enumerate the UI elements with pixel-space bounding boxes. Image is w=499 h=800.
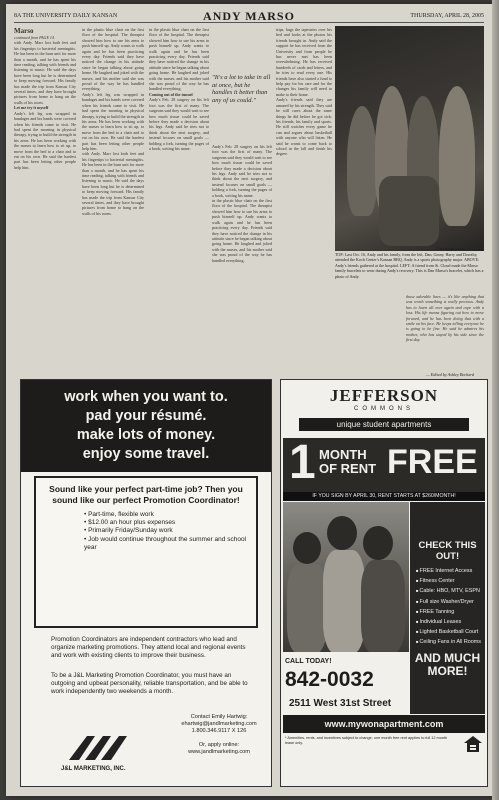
- section-subhead: Let me try it myself: [14, 105, 49, 111]
- list-item: • $12.00 an hour plus expenses: [84, 519, 248, 527]
- list-item: ■ FREE Tanning: [416, 607, 485, 617]
- column-text: trips, hugs the tapestries over his bed and looks at the photos his friends brought in. Andy said the support he has received from the University and from people he has never met has been overwhelming. He has received hundreds of cards and letters, and he tries to read every one. His friends have also started a fund to help pay for his care and for the changes his family will need to make to their home.: [276, 27, 332, 97]
- column-text: Andy's friends said they are amazed by his strength. They said he still cares about the same things he did before he got sick: his friends, his family and sports. He still watches every game he can and argues about basketball with anyone who will listen. He said he wants to come back to school in the fall and finish his degree.: [276, 97, 332, 157]
- column-text: with Andy. Marr lost both feet and his fingertips to bacterial meningitis. He has been in the burn unit for more than a month, and he has spent his time reading, talking with friends and listening to music. He said the days have been long but he is determined to keep moving forward. His family has made the trip from Kansas City several times, and they have brought pictures from home to hang on the walls of his room.: [82, 151, 144, 216]
- column-text: those adorable lines — it's like anything that was worth something is really precious. Andy has to learn all over again and cope with a loss. His life means figuring out how to move forward, and he has been doing that with a smile on his face. He keeps telling everyone he is going to be fine. He said he admires his mother, who has stayed by his side since the first day.: [406, 294, 484, 343]
- column-title: ANDY MARSO: [203, 9, 295, 23]
- features-list: [416, 566, 485, 648]
- article-column-2: [82, 27, 144, 372]
- article-column-4: [276, 27, 332, 372]
- tagline: unique student apartments: [299, 418, 469, 431]
- photo-caption: TOP: Last Oct. 16, Andy and his family, from the left, Dan, Ginny, Harry and Dorothy, attended the Koch Center's Kansan BBQ. Andy is a sports photography major. ABOVE: Andy's friends gathered at the hospital. LEFT: A friend from St. Cloud made the Marso family bracelets to wear during Andy's recovery. This is Dan Marso's bracelet, which has a photo of Andy.: [335, 252, 484, 279]
- list-item: • Primarily Friday/Sunday work: [84, 527, 248, 535]
- edited-by: — Edited by Ashley Bechard: [426, 372, 474, 377]
- page-header: [14, 9, 484, 23]
- contact-info: [171, 714, 267, 756]
- column-text: Andy's left leg was wrapped in bandages and his hands were covered when his friends came to visit. He had spent the morning in physical therapy, trying to build the strength in his arms. He has been working with the nurses to learn how to sit up, to move from the bed to a chair and to eat on his own. He said the hardest part has been letting other people help him.: [14, 110, 76, 170]
- banner-number: 1: [289, 436, 316, 489]
- ad-headline-line: make lots of money.: [76, 427, 216, 443]
- features-heading: CHECK THIS OUT!: [418, 540, 477, 562]
- byline: Marso: [14, 27, 34, 35]
- ad-requirements: To be a J&L Marketing Promotion Coordinator, you must have an outgoing and upbeat personality, reliable transportation, and be able to work independently two weekends a month.: [51, 672, 248, 695]
- list-item: ■ Ceiling Fans in All Rooms: [416, 637, 485, 647]
- list-item: • Job would continue throughout the summer and school year: [84, 536, 248, 552]
- photo-credit: Contributed photo: [436, 247, 464, 251]
- call-today: CALL TODAY!: [285, 658, 332, 665]
- apply-online-link[interactable]: Or, apply online: www.jandlmarketing.com: [188, 741, 250, 755]
- section-subhead: Coming out of the tunnel: [149, 91, 193, 97]
- pull-quote: "It's a lot to take in all at once, but he handles it better than any of us could.": [212, 74, 271, 104]
- fine-print: * Amenities, rents, and incentives subject to change, one month free rent applies to full 12 month lease only.: [285, 736, 448, 745]
- article-column-5: [406, 294, 484, 370]
- much-more: AND MUCH MORE!: [414, 650, 481, 678]
- list-item: • Part-time, flexible work: [84, 511, 248, 519]
- jl-logo-icon: [65, 732, 135, 762]
- family-photo: [335, 26, 484, 251]
- column-text: in the plastic blue chair on the first floor of the hospital. The therapist showed him how to use his arms to push himself up. Andy wants to walk again and he has been practicing every day. Friends said they have noticed the change in his attitude since he began talking about going home. He laughed and joked with the nurses, and his mother said she was proud of the way he has handled everything.: [212, 198, 272, 263]
- newspaper-page: [6, 4, 492, 796]
- page-number-section: 8A THE UNIVERSITY DAILY KANSAN: [14, 13, 118, 19]
- ad-headline-line: work when you want to.: [64, 389, 228, 405]
- article-column-3: [149, 27, 209, 372]
- column-text: in the plastic blue chair on the first floor of the hospital. The therapist showed him how to use his arms to push himself up. Andy wants to walk again and he has been practicing every day. Friends said they have noticed the change in his attitude since he began talking about going home. He laughed and joked with the nurses, and his mother said she was proud of the way he has handled everything.: [82, 27, 144, 92]
- list-item: ■ Individual Leases: [416, 617, 485, 627]
- column-text: with Andy. Marr lost both feet and his fingertips to bacterial meningitis. He has been in the burn unit for more than a month, and he has spent his time reading, talking with friends and listening to music. He said the days have been long but he is determined to keep moving forward. His family has made the trip from Kansas City several times, and they have brought pictures from home to hang on the walls of his room.: [14, 40, 76, 105]
- article-column-1: [14, 27, 76, 372]
- list-item: ■ Cable: HBO, MTV, ESPN: [416, 586, 485, 596]
- banner-month: MONTH OF RENT: [319, 447, 377, 476]
- jl-marketing-ad: [20, 379, 272, 787]
- column-text: Andy's Feb. 28 surgery on his left foot was the first of many. The surgeons said they would wait to see how much tissue could be saved before they made a decision about his legs. Andy said he tries not to think about the next surgery, and instead focuses on small goals — holding a fork, turning the pages of a book, writing his name.: [149, 97, 209, 151]
- contact-details: Contact Emily Hartwig: ehartwig@jandlmarketing.com 1.800.346.9117 X 126: [181, 714, 257, 735]
- list-item: ■ Lighted Basketball Court: [416, 627, 485, 637]
- jl-logo-text: J&L MARKETING, INC.: [61, 766, 126, 772]
- issue-date: THURSDAY, APRIL 28, 2005: [410, 13, 484, 19]
- jefferson-logo: JEFFERSON: [329, 386, 439, 405]
- job-benefits-list: [84, 511, 248, 552]
- ad-headline-line: enjoy some travel.: [82, 446, 210, 462]
- list-item: ■ Fitness Center: [416, 576, 485, 586]
- banner-free: FREE: [387, 443, 478, 481]
- job-offer-heading: Sound like your perfect part-time job? Then you sound like our perfect Promotion Coordinator!: [49, 484, 243, 505]
- street-address: 2511 West 31st Street: [289, 698, 392, 709]
- free-rent-banner: [283, 438, 485, 492]
- features-panel: [410, 502, 485, 714]
- phone-number: 842-0032: [285, 668, 374, 691]
- list-item: ■ FREE Internet Access: [416, 566, 485, 576]
- column-text: Andy's Feb. 28 surgery on his left foot was the first of many. The surgeons said they would wait to see how much tissue could be saved before they made a decision about his legs. Andy said he tries not to think about the next surgery, and instead focuses on small goals — holding a fork, turning the pages of a book, writing his name.: [212, 144, 272, 198]
- adjacent-page-edge: [492, 0, 499, 800]
- job-offer-box: [34, 476, 258, 628]
- ad-headline-line: pad your résumé.: [85, 408, 207, 424]
- jefferson-commons-ad: [280, 379, 488, 787]
- byline-sub: continued from PAGE 1A: [14, 35, 55, 40]
- ad-headline-block: [21, 380, 271, 472]
- students-photo: [283, 502, 409, 652]
- ad-description: Promotion Coordinators are independent contractors who lead and organize marketing promotions. They attend local and regional events and work with existing clients to improve their business.: [51, 636, 246, 659]
- promo-strip: IF YOU SIGN BY APRIL 30, RENT STARTS AT $260/MONTH!: [283, 492, 485, 501]
- jefferson-logo-sub: COMMONS: [354, 406, 414, 412]
- column-text: Andy's left leg was wrapped in bandages and his hands were covered when his friends came to visit. He had spent the morning in physical therapy, trying to build the strength in his arms. He has been working with the nurses to learn how to sit up, to move from the bed to a chair and to eat on his own. He said the hardest part has been letting other people help him.: [82, 91, 144, 151]
- website-url[interactable]: www.mywonapartment.com: [283, 715, 485, 733]
- equal-housing-icon: [463, 735, 483, 753]
- article-column-3b: [212, 144, 272, 372]
- list-item: ■ Full size Washer/Dryer: [416, 597, 485, 607]
- column-text: in the plastic blue chair on the first floor of the hospital. The therapist showed him how to use his arms to push himself up. Andy wants to walk again and he has been practicing every day. Friends said they have noticed the change in his attitude since he began talking about going home. He laughed and joked with the nurses, and his mother said she was proud of the way he has handled everything.: [149, 27, 209, 92]
